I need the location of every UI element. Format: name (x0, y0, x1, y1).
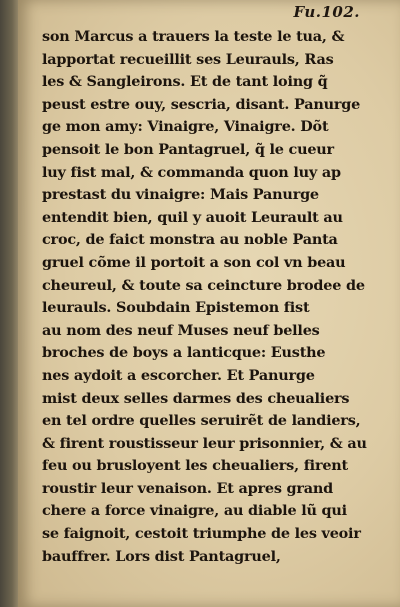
page-text (42, 26, 392, 568)
text-line: lapportat recueillit ses Leurauls, Ras (42, 50, 334, 68)
text-line: en tel ordre quelles seruirẽt de landiers, (42, 412, 361, 430)
text-line: leurauls. Soubdain Epistemon fist (42, 299, 310, 317)
text-line: bauffrer. Lors dist Pantagruel, (42, 547, 281, 565)
text-line: entendit bien, quil y auoit Leurault au (42, 208, 343, 226)
text-line: croc, de faict monstra au noble Panta (42, 231, 338, 249)
text-line: roustir leur venaison. Et apres grand (42, 479, 334, 497)
text-line: mist deux selles darmes des cheualiers (42, 389, 350, 407)
book-page (18, 0, 400, 607)
text-line: feu ou brusloyent les cheualiers, firent (42, 457, 349, 475)
text-line: nes aydoit a escorcher. Et Panurge (42, 366, 315, 384)
text-line: cheureul, & toute sa ceincture brodee de (42, 276, 365, 294)
text-line: prestast du vinaigre: Mais Panurge (42, 186, 319, 204)
text-line: & firent roustisseur leur prisonnier, & au (42, 434, 367, 452)
text-line: son Marcus a trauers la teste le tua, & (42, 28, 345, 45)
text-line: ge mon amy: Vinaigre, Vinaigre. Dõt (42, 118, 329, 136)
text-line: se faignoit, cestoit triumphe de les veoir (42, 525, 361, 543)
text-line: peust estre ouy, sescria, disant. Panurge (42, 95, 361, 113)
text-line: les & Sangleirons. Et de tant loing q̃ (42, 73, 328, 91)
text-line: chere a force vinaigre, au diable lũ qui (42, 502, 347, 520)
text-line: luy fist mal, & commanda quon luy ap (42, 163, 341, 181)
folio-number: Fu.102. (293, 3, 360, 21)
text-line: gruel cõme il portoit a son col vn beau (42, 253, 346, 271)
text-line: au nom des neuf Muses neuf belles (42, 321, 320, 339)
text-line: broches de boys a lanticque: Eusthe (42, 344, 326, 362)
text-line: pensoit le bon Pantagruel, q̃ le cueur (42, 140, 334, 158)
